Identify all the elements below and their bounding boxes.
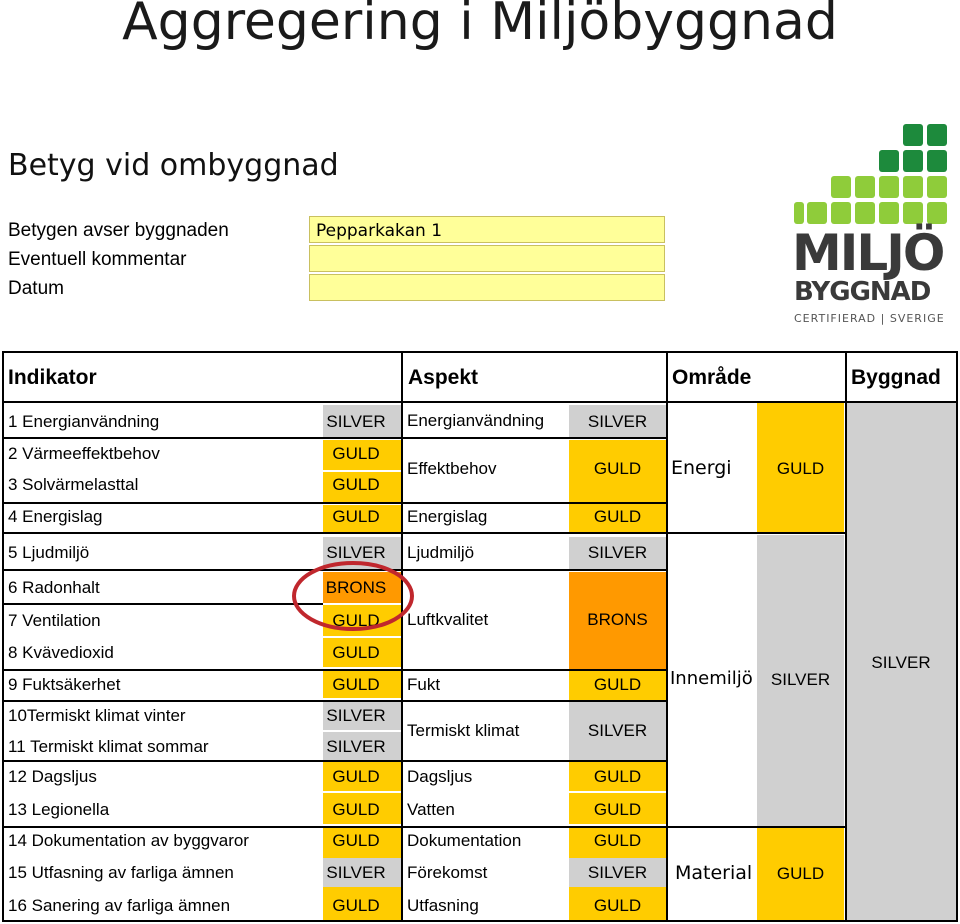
- indicator-grade: SILVER: [326, 863, 386, 882]
- grid-line: [3, 351, 958, 353]
- logo-square: [903, 176, 923, 198]
- indicator-name: 5 Ljudmiljö: [8, 543, 90, 562]
- indicator-name: 9 Fuktsäkerhet: [8, 675, 121, 694]
- indicator-name: 10Termiskt klimat vinter: [8, 706, 186, 725]
- header-aspekt: Aspekt: [408, 366, 479, 389]
- highlight-ellipse-shape: [294, 563, 412, 629]
- logo-square: [879, 150, 899, 172]
- indicator-name: 4 Energislag: [8, 507, 103, 526]
- logo-square: [879, 176, 899, 198]
- aspect-name: Ljudmiljö: [407, 543, 475, 562]
- indicator-name: 11 Termiskt klimat sommar: [8, 737, 209, 756]
- indicator-name: 12 Dagsljus: [8, 767, 97, 786]
- separator: [323, 470, 401, 472]
- aspect-grade: GULD: [593, 896, 642, 915]
- indicator-grade: SILVER: [326, 737, 386, 756]
- aspect-name: Fukt: [407, 675, 441, 694]
- grid-line: [3, 532, 846, 534]
- indicator-grade: GULD: [332, 896, 380, 915]
- indicator-grade: GULD: [332, 475, 380, 494]
- indicator-grade: GULD: [332, 507, 380, 526]
- indicator-name: 8 Kvävedioxid: [8, 643, 114, 662]
- area-name: Energi: [671, 457, 732, 479]
- aspect-name: Dagsljus: [407, 767, 473, 786]
- logo-square: [927, 176, 947, 198]
- grid-line: [845, 351, 847, 922]
- aspect-grade: GULD: [593, 675, 642, 694]
- logo-square: [855, 176, 875, 198]
- aspect-grade: GULD: [593, 507, 642, 526]
- aspect-name: Energislag: [407, 507, 488, 526]
- logo-square: [794, 202, 804, 224]
- area-grade: GULD: [776, 459, 825, 478]
- aspect-name: Dokumentation: [407, 831, 522, 850]
- header-omrade: Område: [672, 366, 752, 389]
- building-field[interactable]: Pepparkakan 1: [309, 216, 665, 243]
- aspect-grade: GULD: [593, 800, 642, 819]
- indicator-name: 16 Sanering av farliga ämnen: [8, 896, 231, 915]
- aspect-name: Förekomst: [407, 863, 488, 882]
- aspect-grade: GULD: [593, 459, 642, 478]
- indicator-name: 3 Solvärmelasttal: [8, 475, 139, 494]
- grid-line: [666, 351, 668, 922]
- grid-line: [3, 502, 666, 504]
- indicator-grade: GULD: [332, 643, 380, 662]
- indicator-name: 7 Ventilation: [8, 611, 101, 630]
- indicator-grade: GULD: [332, 800, 380, 819]
- separator: [569, 791, 666, 793]
- logo-square: [903, 124, 923, 146]
- grid-line: [3, 669, 666, 671]
- logo-square: [855, 202, 875, 224]
- indicator-name: 2 Värmeeffektbehov: [8, 444, 160, 463]
- area-grade: GULD: [776, 864, 825, 883]
- aspect-grade: GULD: [593, 767, 642, 786]
- aspect-name: Effektbehov: [407, 459, 497, 478]
- header-byggnad: Byggnad: [851, 366, 941, 389]
- page-title: Aggregering i Miljöbyggnad: [122, 0, 838, 52]
- indicator-grade: GULD: [332, 675, 380, 694]
- indicator-grade: GULD: [332, 767, 380, 786]
- aspect-grade: BRONS: [587, 610, 648, 629]
- aspect-grade: SILVER: [587, 543, 648, 562]
- indicator-name: 6 Radonhalt: [8, 578, 100, 597]
- grid-line: [3, 920, 958, 922]
- aspect-grade: SILVER: [587, 863, 648, 882]
- aspect-name: Vatten: [407, 800, 455, 819]
- indicator-grade: SILVER: [326, 706, 386, 725]
- separator: [323, 730, 401, 732]
- separator: [323, 791, 401, 793]
- building-label: Betygen avser byggnaden: [8, 220, 229, 241]
- logo-square: [831, 176, 851, 198]
- date-field[interactable]: [309, 274, 665, 301]
- building-grade: SILVER: [871, 653, 931, 672]
- grid-line: [956, 351, 958, 922]
- grid-line: [3, 700, 666, 702]
- highlight-ellipse: [290, 558, 420, 638]
- logo-square: [831, 202, 851, 224]
- grid-line: [3, 401, 958, 403]
- aspect-grade: GULD: [593, 831, 642, 850]
- indicator-name: 13 Legionella: [8, 800, 110, 819]
- indicator-name: 1 Energianvändning: [8, 412, 160, 431]
- indicator-grade: GULD: [332, 611, 380, 630]
- page-subtitle: Betyg vid ombyggnad: [8, 148, 339, 183]
- area-name: Material: [675, 862, 753, 884]
- indicator-grade: GULD: [332, 444, 380, 463]
- indicator-name: 15 Utfasning av farliga ämnen: [8, 863, 234, 882]
- logo-square: [927, 124, 947, 146]
- logo-text-miljo: MILJÖ: [792, 224, 944, 282]
- logo-square: [903, 150, 923, 172]
- aspect-grade: SILVER: [587, 412, 648, 431]
- header-indikator: Indikator: [8, 366, 97, 389]
- comment-label: Eventuell kommentar: [8, 249, 187, 270]
- grid-line: [3, 603, 323, 605]
- aspect-name: Luftkvalitet: [407, 610, 489, 629]
- comment-field[interactable]: [309, 245, 665, 272]
- logo-text-certifierad: CERTIFIERAD | SVERIGE: [794, 312, 945, 325]
- date-label: Datum: [8, 278, 64, 299]
- logo-square: [903, 202, 923, 224]
- indicator-name: 14 Dokumentation av byggvaror: [8, 831, 249, 850]
- area-name: Innemiljö: [670, 668, 753, 689]
- aspect-name: Termiskt klimat: [407, 721, 520, 740]
- area-grade: SILVER: [770, 670, 831, 689]
- aspect-grade: SILVER: [587, 721, 648, 740]
- indicator-grade: SILVER: [326, 412, 386, 431]
- grid-line: [2, 351, 4, 922]
- logo-square: [807, 202, 827, 224]
- aspect-name: Utfasning: [407, 896, 479, 915]
- miljobyggnad-logo: [790, 122, 952, 332]
- aspect-name: Energianvändning: [407, 411, 545, 430]
- indicator-grade: BRONS: [325, 578, 387, 597]
- logo-square: [927, 150, 947, 172]
- logo-text-byggnad: BYGGNAD: [794, 277, 931, 307]
- logo-square: [927, 202, 947, 224]
- grid-line: [3, 760, 666, 762]
- grid-line: [3, 826, 846, 828]
- indicator-grade: GULD: [332, 831, 380, 850]
- logo-square: [879, 202, 899, 224]
- grid-line: [3, 437, 666, 439]
- indicator-grade: SILVER: [326, 543, 386, 562]
